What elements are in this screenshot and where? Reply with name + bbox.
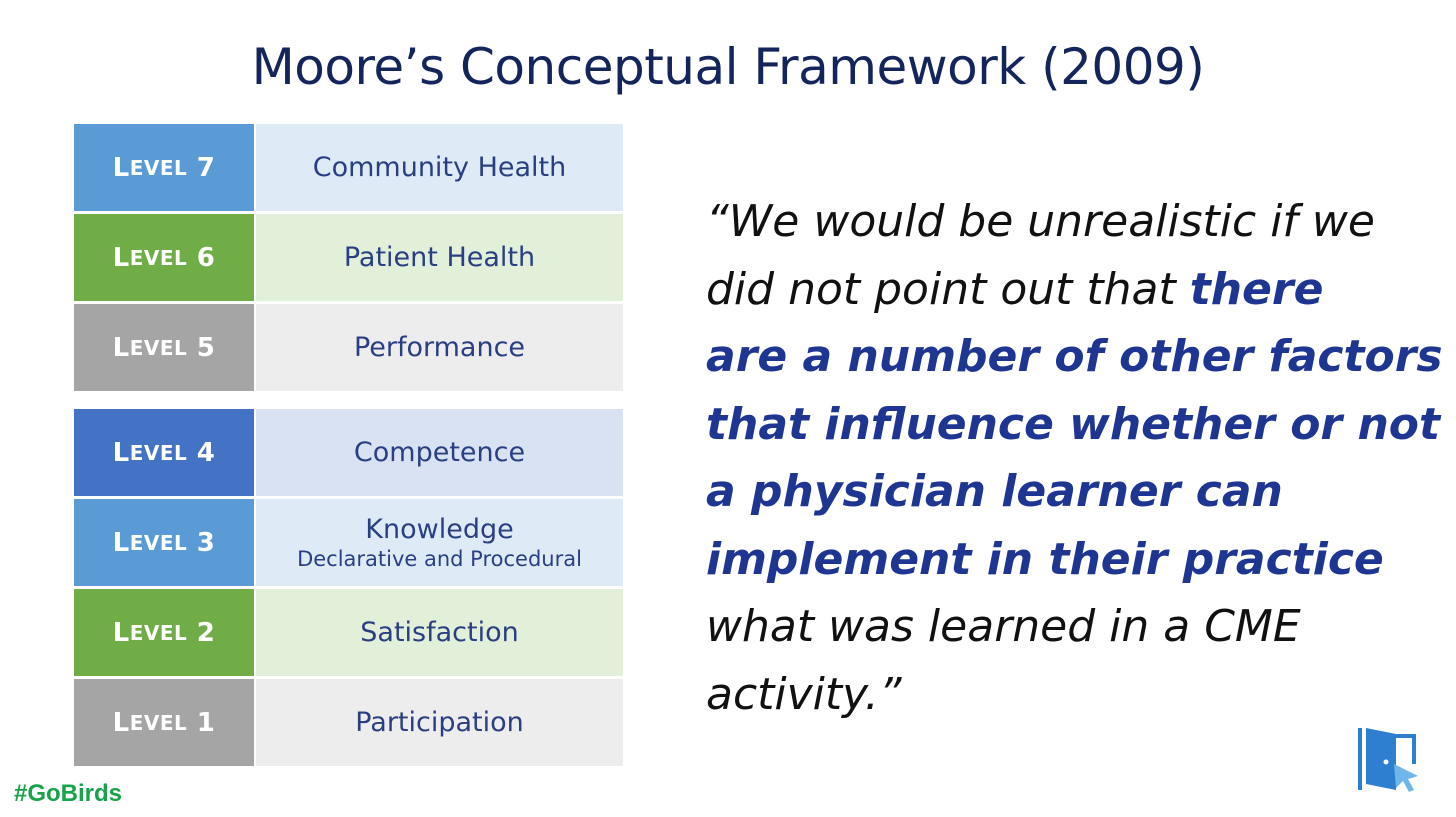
- level-label-cell: [256, 409, 623, 496]
- quote-emphasis: there: [1189, 263, 1324, 315]
- level-row: [74, 589, 623, 676]
- level-label-cell: [256, 679, 623, 766]
- level-word-rest: EVEL: [129, 710, 188, 735]
- level-word-rest: EVEL: [129, 245, 188, 270]
- level-word-rest: EVEL: [129, 620, 188, 645]
- quote-line: [706, 256, 1406, 324]
- level-badge: [74, 679, 254, 766]
- level-label: Competence: [353, 437, 526, 468]
- level-label: Knowledge: [365, 514, 514, 545]
- level-label: Performance: [353, 332, 526, 363]
- level-row: [74, 214, 623, 301]
- level-word-initial: L: [112, 242, 130, 273]
- quote-emphasis: that influence whether or not: [706, 398, 1441, 450]
- level-row: [74, 679, 623, 766]
- level-word-rest: EVEL: [129, 335, 188, 360]
- level-word-initial: L: [112, 437, 130, 468]
- quote-line: [706, 458, 1406, 526]
- level-word-rest: EVEL: [129, 530, 188, 555]
- level-label-cell: [256, 304, 623, 391]
- level-label-cell: [256, 499, 623, 586]
- level-label-cell: [256, 214, 623, 301]
- slide-title: Moore’s Conceptual Framework (2009): [251, 38, 1205, 96]
- level-word-rest: EVEL: [129, 155, 188, 180]
- level-word-initial: L: [112, 617, 130, 648]
- level-badge: [74, 214, 254, 301]
- level-word-rest: EVEL: [129, 440, 188, 465]
- level-badge: [74, 499, 254, 586]
- level-label: Community Health: [312, 152, 567, 183]
- level-word-initial: L: [112, 707, 130, 738]
- quote-segment: what was learned in a CME: [706, 601, 1301, 652]
- quote-text: [706, 188, 1443, 728]
- quote-line: [706, 391, 1441, 459]
- level-number: 4: [196, 437, 216, 468]
- level-number: 1: [196, 707, 216, 738]
- level-number: 7: [196, 152, 216, 183]
- level-word-initial: L: [112, 527, 130, 558]
- quote-segment: did not point out that: [706, 263, 1190, 315]
- level-row: [74, 499, 623, 586]
- level-badge: [74, 589, 254, 676]
- levels-table-lower: [74, 409, 623, 766]
- level-number: 6: [196, 242, 216, 273]
- hashtag: #GoBirds: [14, 780, 123, 807]
- quote-line: [706, 593, 1406, 661]
- level-sublabel: Declarative and Procedural: [297, 547, 582, 571]
- level-row: [74, 409, 623, 496]
- level-row: [74, 124, 623, 211]
- quote-segment: “We would be unrealistic if we: [706, 196, 1375, 247]
- quote-line: [706, 661, 1406, 729]
- level-label: Satisfaction: [360, 617, 519, 648]
- quote-emphasis: a physician learner can: [706, 466, 1283, 517]
- level-badge: [74, 409, 254, 496]
- level-row: [74, 304, 623, 391]
- level-label: Patient Health: [343, 242, 536, 273]
- levels-table-upper: [74, 124, 623, 391]
- quote-emphasis: are a number of other factors: [706, 331, 1443, 382]
- level-number: 5: [196, 332, 216, 363]
- level-word-initial: L: [112, 152, 130, 183]
- level-label: Participation: [355, 707, 524, 738]
- level-badge: [74, 304, 254, 391]
- level-number: 3: [196, 527, 216, 558]
- quote-emphasis: implement in their practice: [706, 533, 1384, 585]
- level-label-cell: [256, 589, 623, 676]
- level-number: 2: [196, 617, 216, 648]
- level-label-cell: [256, 124, 623, 211]
- door-cursor-logo-icon: [1356, 724, 1420, 796]
- quote-line: [706, 526, 1406, 594]
- level-badge: [74, 124, 254, 211]
- quote-segment: activity.”: [706, 668, 902, 720]
- quote-line: [706, 323, 1443, 391]
- level-word-initial: L: [112, 332, 130, 363]
- quote-line: [706, 188, 1406, 256]
